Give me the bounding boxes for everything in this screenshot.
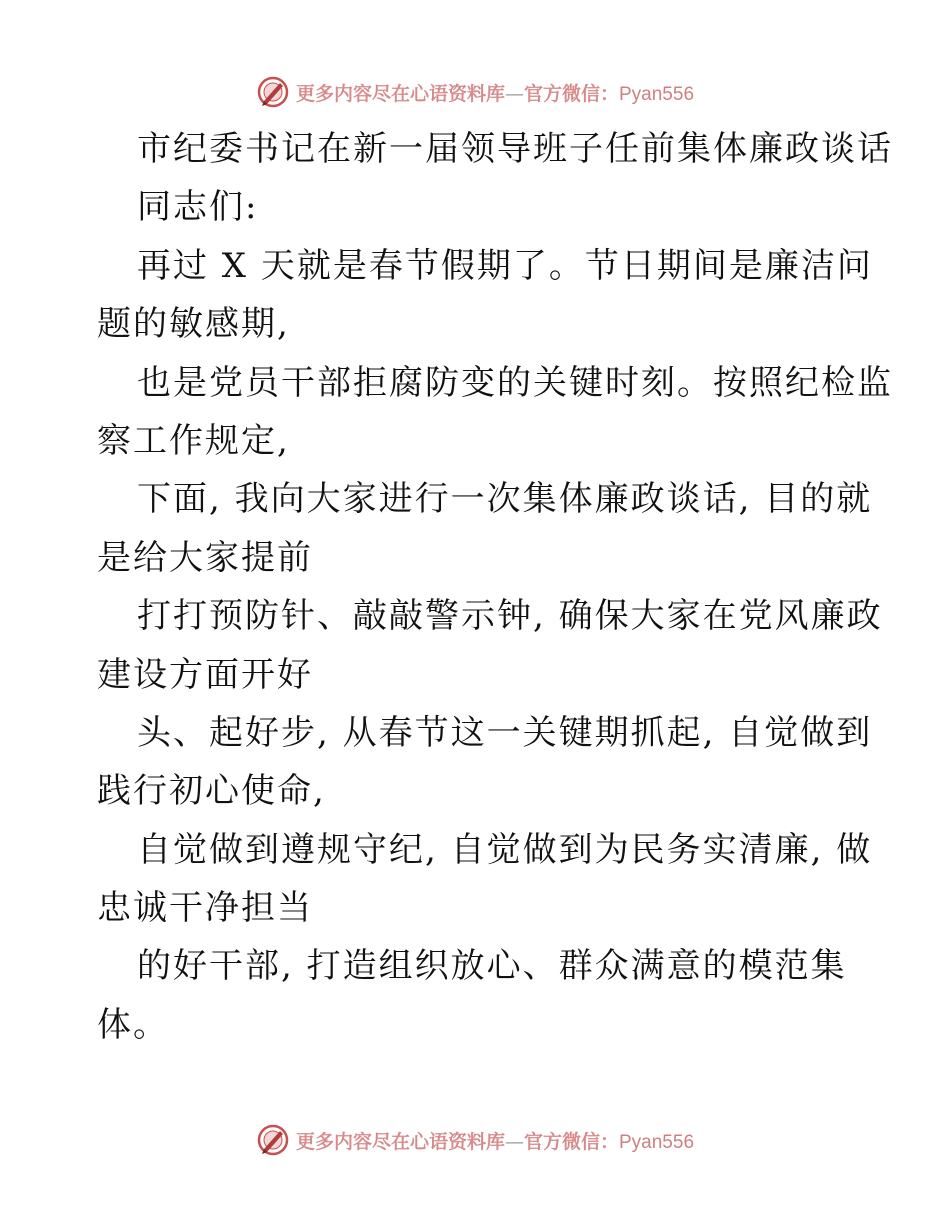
text-line: 题的敏感期,: [97, 304, 290, 345]
document-title: 市纪委书记在新一届领导班子任前集体廉政谈话: [137, 129, 893, 169]
text-line: 察工作规定,: [97, 420, 290, 461]
watermark-wechat-id: Pyan556: [619, 83, 695, 105]
document-body: [97, 120, 893, 1054]
text-line: 头、起好步, 从春节这一关键期抓起, 自觉做到: [137, 712, 873, 753]
watermark-separator: —: [504, 1130, 524, 1153]
text-line: 也是党员干部拒腐防变的关键时刻。按照纪检监: [137, 362, 893, 403]
text-line: 体。: [97, 1004, 169, 1045]
text-line: 打打预防针、敲敲警示钟, 确保大家在党风廉政: [137, 596, 883, 637]
watermark-separator: —: [504, 82, 524, 105]
text-line: 自觉做到遵规守纪, 自觉做到为民务实清廉, 做: [137, 829, 873, 870]
footer-watermark: [0, 1120, 950, 1160]
watermark-official: 官方微信：: [523, 1130, 619, 1153]
watermark-wechat-id: Pyan556: [619, 1131, 695, 1153]
red-pen-seal-icon: [256, 75, 290, 109]
red-pen-seal-icon: [256, 1123, 290, 1157]
text-line: 忠诚干净担当: [97, 888, 313, 929]
header-watermark: [0, 72, 950, 112]
watermark-text: [296, 79, 694, 106]
text-line: 下面, 我向大家进行一次集体廉政谈话, 目的就: [137, 479, 873, 520]
watermark-official: 官方微信：: [523, 82, 619, 105]
watermark-text: [296, 1127, 694, 1154]
watermark-main: 更多内容尽在心语资料库: [295, 1130, 505, 1153]
text-line: 是给大家提前: [97, 537, 313, 578]
text-line: 的好干部, 打造组织放心、群众满意的模范集: [137, 946, 847, 987]
text-line: 再过 X 天就是春节假期了。节日期间是廉洁问: [137, 245, 873, 286]
watermark-main: 更多内容尽在心语资料库: [295, 82, 505, 105]
text-line: 同志们:: [137, 187, 259, 228]
text-line: 践行初心使命,: [97, 771, 326, 812]
text-line: 建设方面开好: [97, 654, 313, 695]
